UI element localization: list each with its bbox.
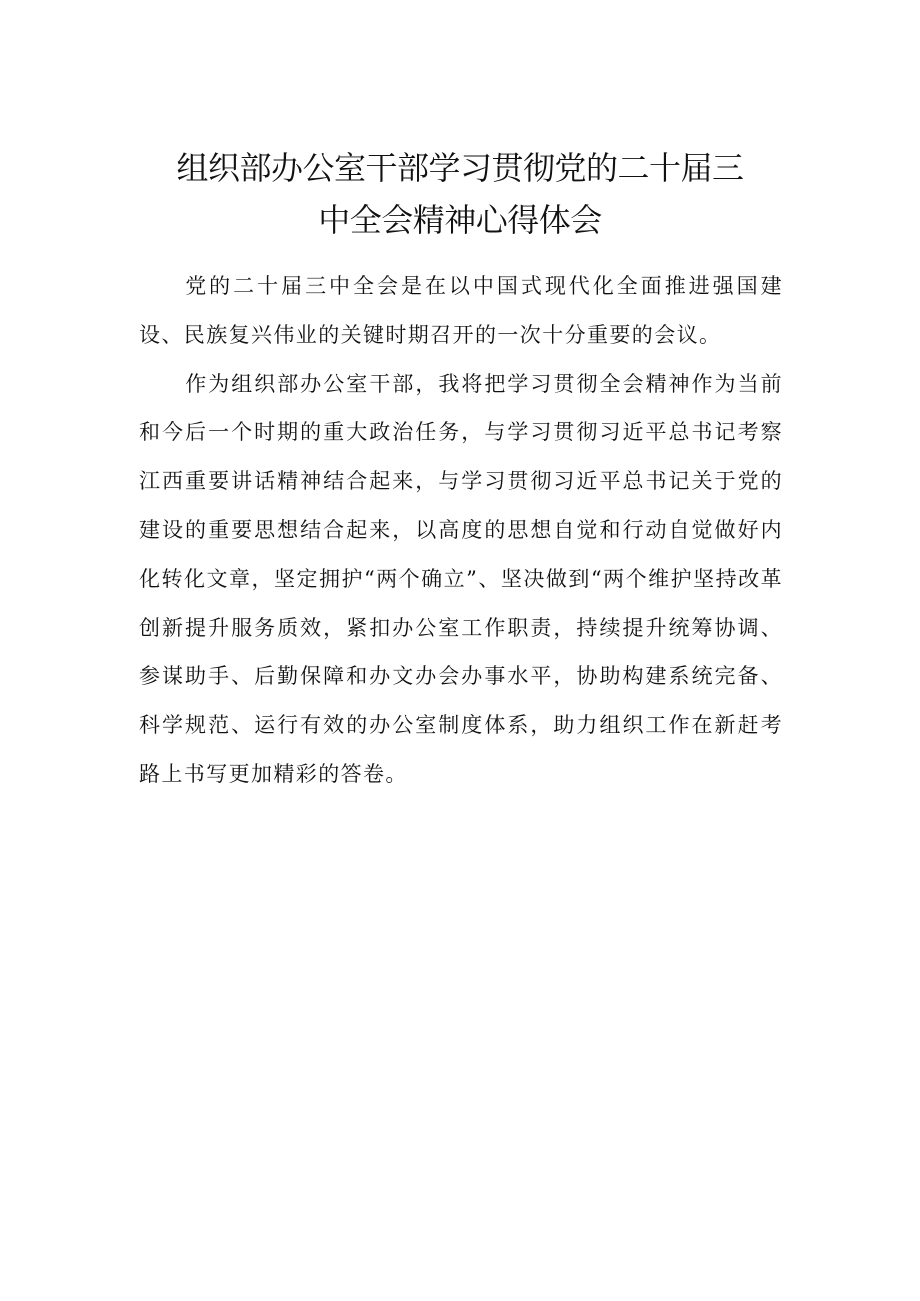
paragraph: 作为组织部办公室干部，我将把学习贯彻全会精神作为当前和今后一个时期的重大政治任务，与学习贯彻习近平总书记考察江西重要讲话精神结合起来，与学习贯彻习近平总书记关于党的建设的重要思想结合起来，以高度的思想自觉和行动自觉做好内化转化文章，坚定拥护“两个确立”、坚决做到“两个维护坚持改革创新提升服务质效，紧扣办公室工作职责，持续提升统筹协调、参谋助手、后勤保障和办文办会办事水平，协助构建系统完备、科学规范、运行有效的办公室制度体系，助力组织工作在新赶考路上书写更加精彩的答卷。 (139, 371, 783, 786)
document-body (139, 262, 783, 799)
document-title (100, 142, 820, 246)
document-title-line-1: 组织部办公室干部学习贯彻党的二十届三 (176, 149, 744, 187)
paragraph: 党的二十届三中全会是在以中国式现代化全面推进强国建设、民族复兴伟业的关键时期召开的一次十分重要的会议。 (139, 274, 783, 347)
document-title-line-2: 中全会精神心得体会 (318, 201, 602, 239)
